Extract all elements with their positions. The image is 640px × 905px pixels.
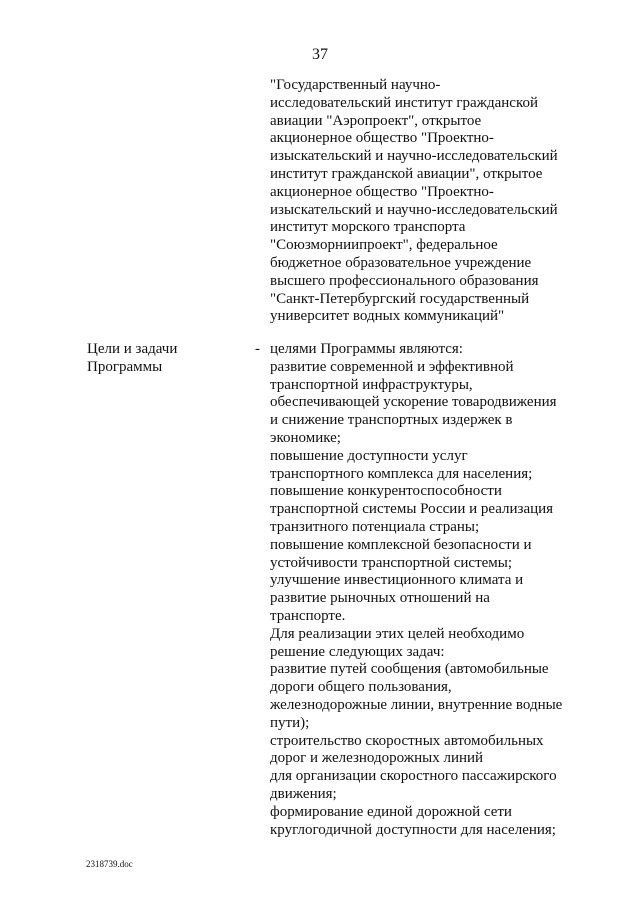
text-line: бюджетное образовательное учреждение [270, 254, 532, 271]
body-line: транспорте. [270, 607, 346, 624]
body-line: повышение доступности услуг [270, 447, 468, 464]
organizations-text-block [270, 77, 600, 326]
text-line: университет водных коммуникаций" [270, 308, 505, 325]
body-line: транспортной системы России и реализация [270, 501, 554, 518]
body-line: транзитного потенциала страны; [270, 518, 480, 535]
body-line: транспортной инфраструктуры, [270, 376, 473, 393]
body-line: устойчивости транспортной системы; [270, 554, 513, 571]
body-line: дорог и железнодорожных линий [270, 750, 484, 767]
body-line: для организации скоростного пассажирского [270, 768, 557, 785]
section-label-line: Цели и задачи [87, 341, 178, 357]
body-line: развитие современной и эффективной [270, 358, 514, 375]
body-line: обеспечивающей ускорение товародвижения [270, 394, 557, 411]
section-body [270, 341, 600, 839]
body-line: дороги общего пользования, [270, 679, 452, 696]
text-line: "Санкт-Петербургский государственный [270, 290, 530, 307]
section-dash: - [255, 341, 260, 357]
body-line: и снижение транспортных издержек в [270, 412, 513, 429]
body-line: строительство скоростных автомобильных [270, 732, 544, 749]
text-line: "Государственный научно- [270, 77, 441, 93]
body-line: транспортного комплекса для населения; [270, 465, 533, 482]
text-line: институт гражданской авиации", открытое [270, 165, 543, 182]
body-line: пути); [270, 714, 310, 731]
body-line: развитие путей сообщения (автомобильные [270, 661, 549, 678]
body-line: формирование единой дорожной сети [270, 803, 512, 820]
text-line: "Союзморниипроект", федеральное [270, 237, 498, 254]
text-line: изыскательский и научно-исследовательский [270, 148, 558, 165]
document-filename: 2318739.doc [86, 859, 133, 869]
text-line: авиации "Аэропроект", открытое [270, 112, 482, 129]
body-line: движения; [270, 785, 337, 802]
section-label [87, 341, 237, 377]
section-label-line: Программы [87, 358, 163, 375]
text-line: исследовательский институт гражданской [270, 94, 539, 111]
body-line: экономике; [270, 429, 341, 446]
page-number: 37 [312, 46, 328, 63]
body-line: развитие рыночных отношений на [270, 590, 490, 607]
text-line: институт морского транспорта [270, 219, 466, 236]
body-line: решение следующих задач: [270, 643, 445, 660]
body-line: повышение конкурентоспособности [270, 483, 502, 500]
body-line: железнодорожные линии, внутренние водные [270, 696, 563, 713]
body-line: круглогодичной доступности для населения; [270, 821, 556, 838]
text-line: акционерное общество "Проектно- [270, 130, 494, 147]
body-line: повышение комплексной безопасности и [270, 536, 532, 553]
text-line: акционерное общество "Проектно- [270, 183, 494, 200]
text-line: изыскательский и научно-исследовательский [270, 201, 558, 218]
body-line: целями Программы являются: [270, 341, 463, 357]
body-line: улучшение инвестиционного климата и [270, 572, 524, 589]
body-line: Для реализации этих целей необходимо [270, 625, 525, 642]
text-line: высшего профессионального образования [270, 272, 539, 289]
